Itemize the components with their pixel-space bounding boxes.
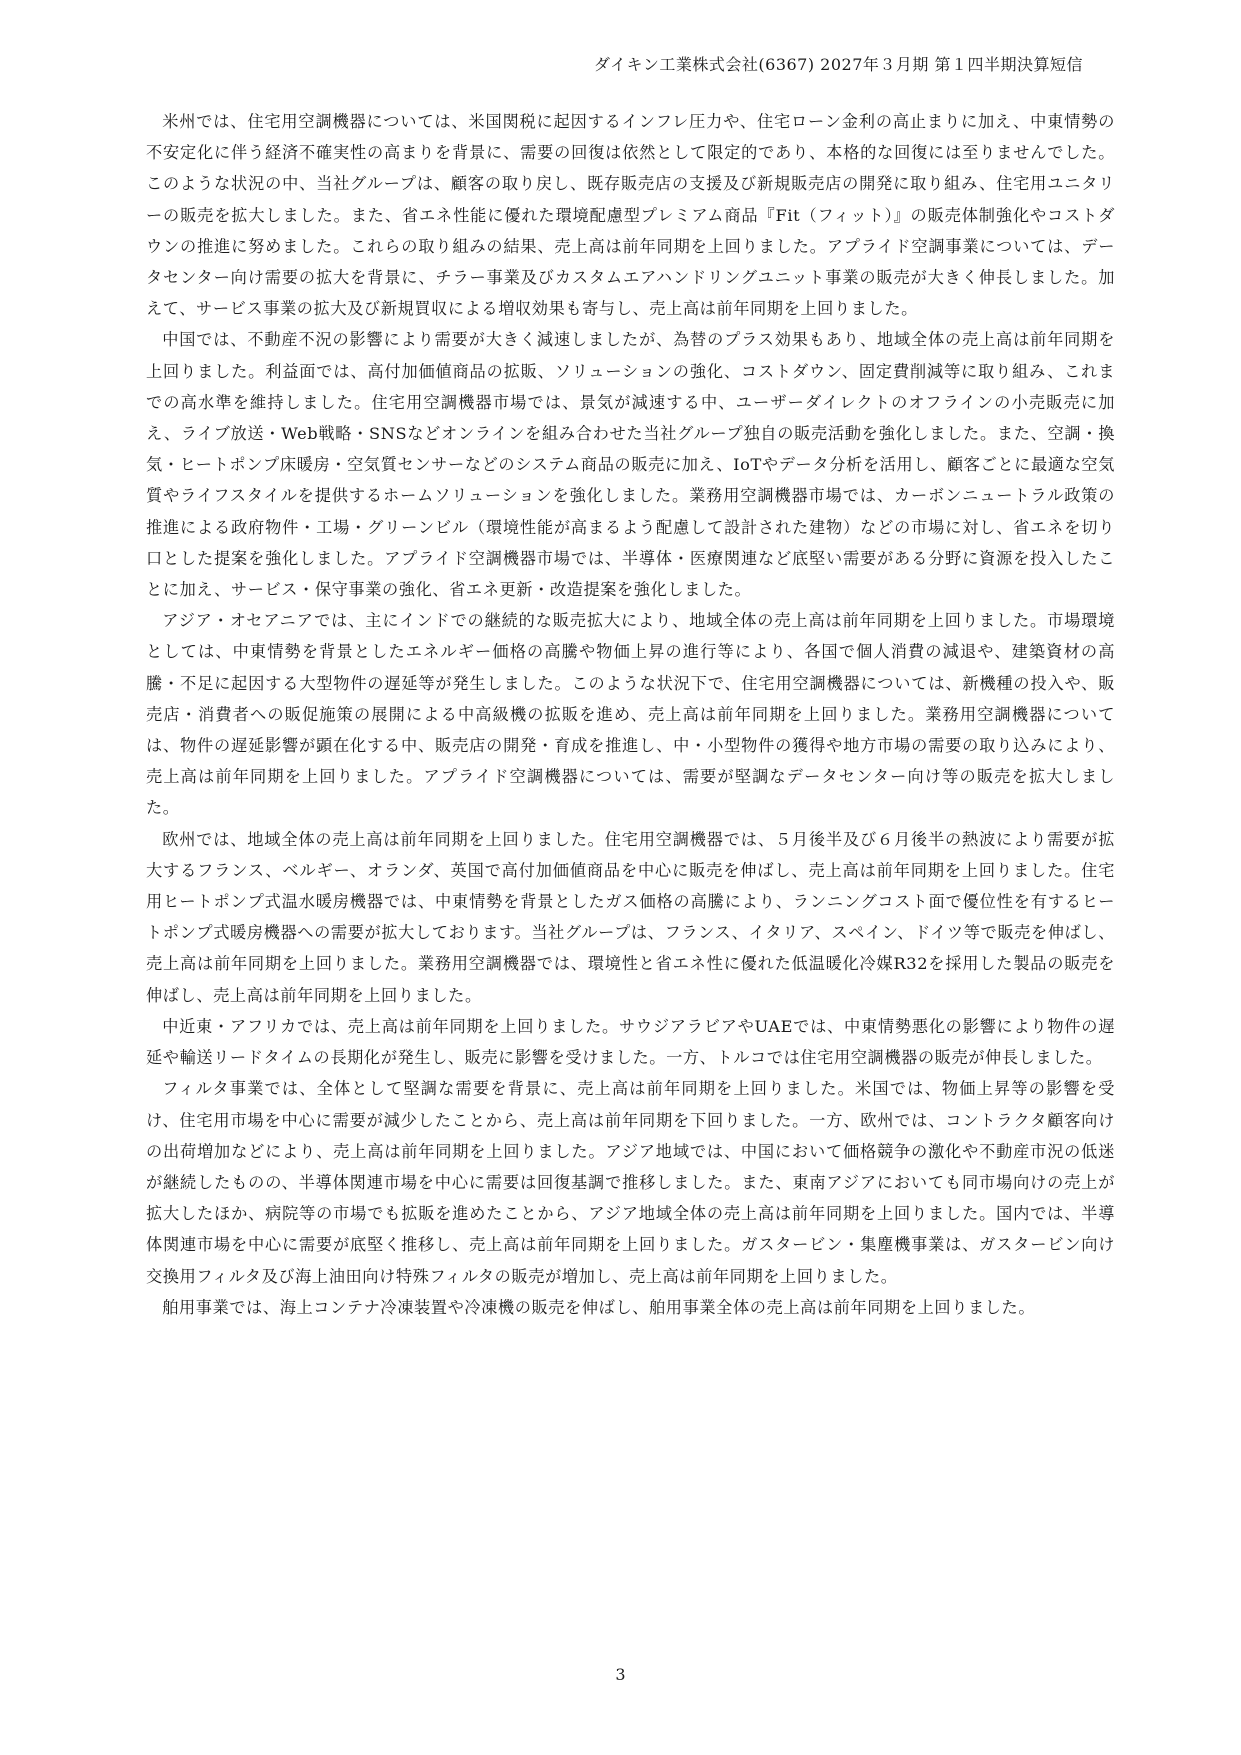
page-number: 3 [615, 1665, 626, 1684]
document-body [146, 106, 1115, 1323]
paragraph-china: 中国では、不動産不況の影響により需要が大きく減速しましたが、為替のプラス効果もあり、地域全体の売上高は前年同期を上回りました。利益面では、高付加価値商品の拡販、ソリューションの強化、コストダウン、固定費削減等に取り組み、これまでの高水準を維持しました。住宅用空調機器市場では、景気が減速する中、ユーザーダイレクトのオフラインの小売販売に加え、ライブ放送・Web戦略・SNSなどオンラインを組み合わせた当社グループ独自の販売活動を強化しました。また、空調・換気・ヒートポンプ床暖房・空気質センサーなどのシステム商品の販売に加え、IoTやデータ分析を活用し、顧客ごとに最適な空気質やライフスタイルを提供するホームソリューションを強化しました。業務用空調機器市場では、カーボンニュートラル政策の推進による政府物件・工場・グリーンビル（環境性能が高まるよう配慮して設計された建物）などの市場に対し、省エネを切り口とした提案を強化しました。アプライド空調機器市場では、半導体・医療関連など底堅い需要がある分野に資源を投入したことに加え、サービス・保守事業の強化、省エネ更新・改造提案を強化しました。 [146, 330, 1115, 600]
paragraph-middle-east-africa: 中近東・アフリカでは、売上高は前年同期を上回りました。サウジアラビアやUAEでは、中東情勢悪化の影響により物件の遅延や輸送リードタイムの長期化が発生し、販売に影響を受けました。一方、トルコでは住宅用空調機器の販売が伸長しました。 [146, 1016, 1115, 1068]
paragraph-marine-business: 舶用事業では、海上コンテナ冷凍装置や冷凍機の販売を伸ばし、舶用事業全体の売上高は前年同期を上回りました。 [162, 1297, 1036, 1317]
page-header: ダイキン工業株式会社(6367) 2027年３月期 第１四半期決算短信 [593, 55, 1083, 74]
paragraph-asia-oceania: アジア・オセアニアでは、主にインドでの継続的な販売拡大により、地域全体の売上高は前年同期を上回りました。市場環境としては、中東情勢を背景としたエネルギー価格の高騰や物価上昇の進行等により、各国で個人消費の減退や、建築資材の高騰・不足に起因する大型物件の遅延等が発生しました。このような状況下で、住宅用空調機器については、新機種の投入や、販売店・消費者への販促施策の展開による中高級機の拡販を進め、売上高は前年同期を上回りました。業務用空調機器については、物件の遅延影響が顕在化する中、販売店の開発・育成を推進し、中・小型物件の獲得や地方市場の需要の取り込みにより、売上高は前年同期を上回りました。アプライド空調機器については、需要が堅調なデータセンター向け等の販売を拡大しました。 [146, 611, 1115, 818]
paragraph-europe: 欧州では、地域全体の売上高は前年同期を上回りました。住宅用空調機器では、５月後半及び６月後半の熱波により需要が拡大するフランス、ベルギー、オランダ、英国で高付加価値商品を中心に販売を伸ばし、売上高は前年同期を上回りました。住宅用ヒートポンプ式温水暖房機器では、中東情勢を背景としたガス価格の高騰により、ランニングコスト面で優位性を有するヒートポンプ式暖房機器への需要が拡大しております。当社グループは、フランス、イタリア、スペイン、ドイツ等で販売を伸ばし、売上高は前年同期を上回りました。業務用空調機器では、環境性と省エネ性に優れた低温暖化冷媒R32を採用した製品の販売を伸ばし、売上高は前年同期を上回りました。 [146, 829, 1115, 1005]
paragraph-filter-business: フィルタ事業では、全体として堅調な需要を背景に、売上高は前年同期を上回りました。米国では、物価上昇等の影響を受け、住宅用市場を中心に需要が減少したことから、売上高は前年同期を下回りました。一方、欧州では、コントラクタ顧客向けの出荷増加などにより、売上高は前年同期を上回りました。アジア地域では、中国において価格競争の激化や不動産市況の低迷が継続したものの、半導体関連市場を中心に需要は回復基調で推移しました。また、東南アジアにおいても同市場向けの売上が拡大したほか、病院等の市場でも拡販を進めたことから、アジア地域全体の売上高は前年同期を上回りました。国内では、半導体関連市場を中心に需要が底堅く推移し、売上高は前年同期を上回りました。ガスタービン・集塵機事業は、ガスタービン向け交換用フィルタ及び海上油田向け特殊フィルタの販売が増加し、売上高は前年同期を上回りました。 [146, 1079, 1115, 1286]
paragraph-americas: 米州では、住宅用空調機器については、米国関税に起因するインフレ圧力や、住宅ローン金利の高止まりに加え、中東情勢の不安定化に伴う経済不確実性の高まりを背景に、需要の回復は依然として限定的であり、本格的な回復には至りませんでした。このような状況の中、当社グループは、顧客の取り戻し、既存販売店の支援及び新規販売店の開発に取り組み、住宅用ユニタリーの販売を拡大しました。また、省エネ性能に優れた環境配慮型プレミアム商品『Fit（フィット）』の販売体制強化やコストダウンの推進に努めました。これらの取り組みの結果、売上高は前年同期を上回りました。アプライド空調事業については、データセンター向け需要の拡大を背景に、チラー事業及びカスタムエアハンドリングユニット事業の販売が大きく伸長しました。加えて、サービス事業の拡大及び新規買収による増収効果も寄与し、売上高は前年同期を上回りました。 [146, 112, 1115, 319]
